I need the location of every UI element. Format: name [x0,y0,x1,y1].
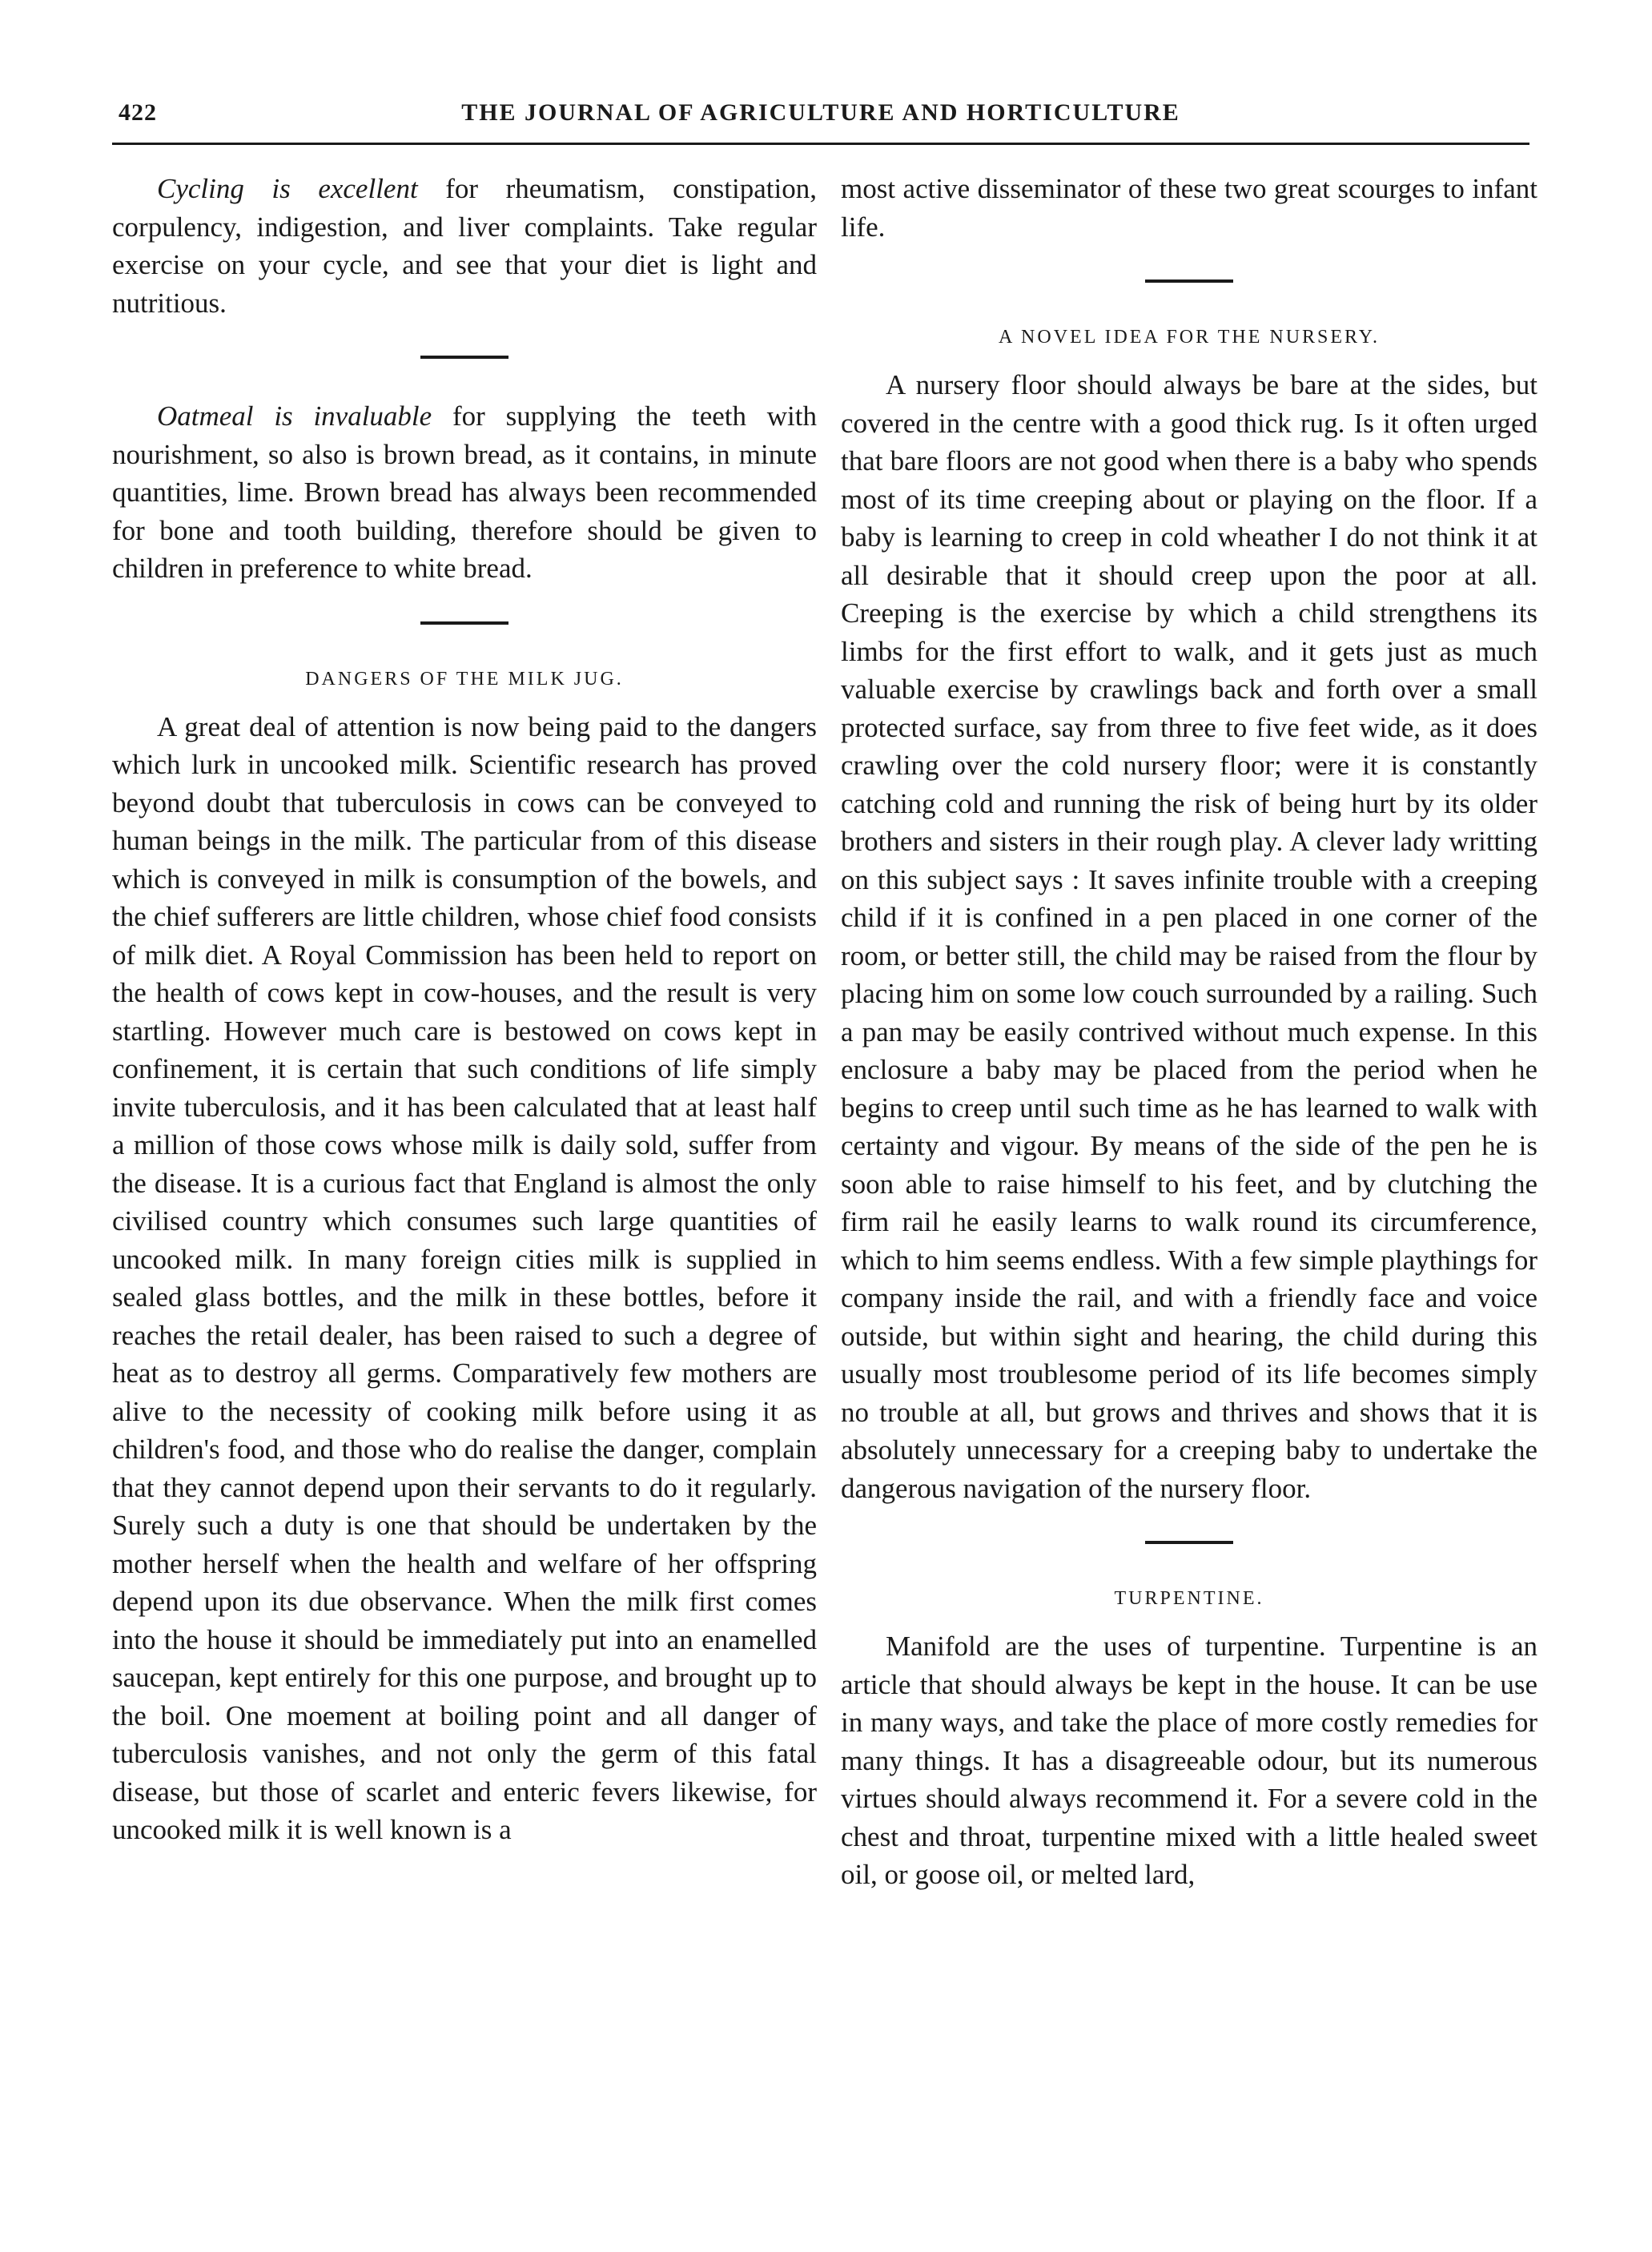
milk-paragraph: A great deal of attention is now being paid to the dangers which lurk in uncooked milk. Scientific research has proved beyond doubt that tuberculosis in cows can be conveyed to human beings in the milk. The particular from of this disease which is conveyed in milk is consumption of the bowels, and the chief sufferers are little children, whose chief food consists of milk diet. A Royal Commission has been held to report on the health of cows kept in cow-houses, and the result is very startling. However much care is bestowed on cows kept in confinement, it is certain that such conditions of life simply invite tuberculosis, and it has been calculated that at least half a million of those cows whose milk is daily sold, suffer from the disease. It is a curious fact that England is almost the only civilised country which consumes such large quantities of uncooked milk. In many foreign cities milk is supplied in sealed glass bottles, and the milk in these bottles, before it reaches the retail dealer, has been raised to such a degree of heat as to destroy all germs. Comparatively few mothers are alive to the necessity of cooking milk before using it as children's food, and those who do realise the danger, complain that they cannot depend upon their servants to do it regularly. Surely such a duty is one that should be undertaken by the mother herself when the health and welfare of her offspring depend upon its due observance. When the milk first comes into the house it should be immediately put into an enamelled saucepan, kept entirely for this one purpose, and brought up to the boil. One moement at boiling point and all danger of tuberculosis vanishes, and not only the germ of this fatal disease, but those of scarlet and enteric fevers likewise, for uncooked milk it is well known is a [112,710,817,1845]
left-column [112,170,817,1849]
turpentine-heading: TURPENTINE. [1114,1588,1264,1609]
oatmeal-paragraph [112,397,817,588]
nursery-paragraph: A nursery floor should always be bare at the sides, but covered in the centre with a good thick rug. Is it often urged that bare floors are not good when there is a baby who spends most of its time creeping about or playing on the floor. If a baby is learning to creep in cold wheather I do not think it at all desirable that it should creep upon the poor at all. Creeping is the exercise by which a child strengthens its limbs for the first effort to walk, and it gets just as much valuable exercise by crawlings back and forth over a small protected surface, say from three to five feet wide, as it does crawling over the cold nursery floor; were it is constantly catching cold and running the risk of being hurt by its older brothers and sisters in their rough play. A clever lady writting on this subject says : It saves infinite trouble with a creeping child if it is confined in a pen placed in one corner of the room, or better still, the child may be raised from the flour by placing him on some low couch surrounded by a railing. Such a pan may be easily contrived without much expense. In this enclosure a baby may be placed from the period when he begins to creep until such time as he has learned to walk with certainty and vigour. By means of the side of the pen he is soon able to raise himself to his feet, and by clutching the firm rail he easily learns to walk round its circumference, which to him seems endless. With a few simple playthings for company inside the rail, and with a friendly face and voice outside, but within sight and hearing, the child during this usually most troublesome period of its life becomes simply no trouble at all, but grows and thrives and shows that it is absolutely unnecessary for a creeping baby to undertake the dangerous navigation of the nursery floor. [841,369,1537,1504]
nursery-heading: A NOVEL IDEA FOR THE NURSERY. [999,327,1380,348]
right-column [841,170,1537,1894]
journal-page [104,90,1537,2204]
section-divider [420,621,508,625]
page-number: 422 [119,99,157,126]
section-divider [1145,1541,1233,1544]
cycling-lead: Cycling is excellent [157,173,418,204]
section-divider [420,356,508,359]
running-head: THE JOURNAL OF AGRICULTURE AND HORTICULTURE [461,99,1180,126]
cycling-text: for rheumatism, constipation, corpulency, indigestion, and liver complaints. Take regular exercise on your cycle, and see that your diet is light and nutritious. [112,173,817,319]
milk-continued-paragraph: most active disseminator of these two great scourges to infant life. [841,173,1537,243]
oatmeal-text: for supplying the teeth with nourishment, so also is brown bread, as it contains, in minute quantities, lime. Brown bread has always been recommended for bone and tooth building, therefore should be given to children in preference to white bread. [112,400,818,584]
milk-heading: DANGERS OF THE MILK JUG. [305,668,624,690]
cycling-paragraph [112,170,817,322]
turpentine-paragraph: Manifold are the uses of turpentine. Turpentine is an article that should always be kept in the house. It can be use in many ways, and take the place of more costly remedies for many things. It has a disagreeable odour, but its numerous virtues should always recommend it. For a severe cold in the chest and throat, turpentine mixed with a little healed sweet oil, or goose oil, or melted lard, [841,1631,1537,1890]
page-header [104,90,1537,138]
section-divider [1145,279,1233,283]
header-rule [112,143,1529,145]
oatmeal-lead: Oatmeal is invaluable [157,400,432,432]
